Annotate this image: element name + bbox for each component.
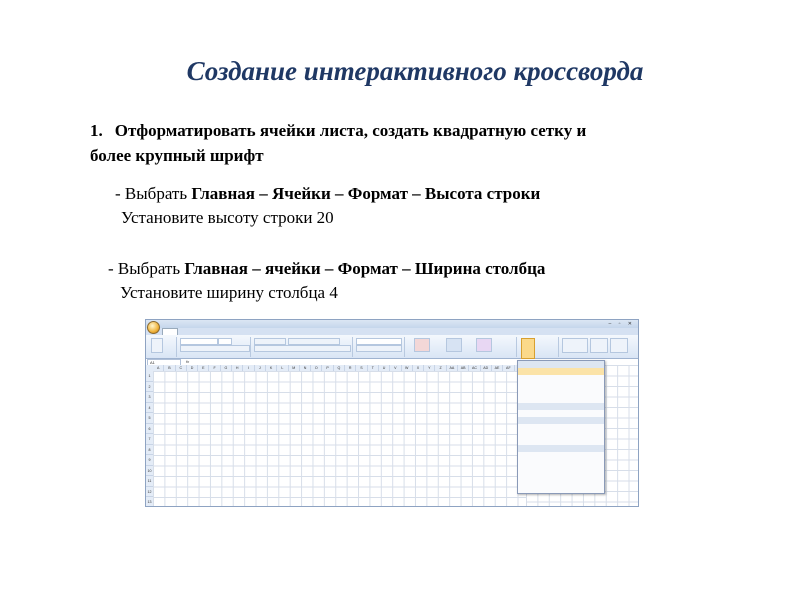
column-header: Q — [334, 365, 345, 371]
font-select — [180, 338, 218, 345]
column-header: M — [289, 365, 300, 371]
column-header: C — [176, 365, 187, 371]
menu-item-default-width — [518, 396, 604, 403]
column-header: G — [221, 365, 232, 371]
instruction-row-height — [115, 182, 540, 230]
instruction-text: Установите ширину столбца 4 — [120, 283, 338, 302]
menu-item-rename-sheet — [518, 424, 604, 431]
column-header: F — [209, 365, 220, 371]
column-header: Z — [435, 365, 446, 371]
row-header: 3 — [146, 392, 153, 403]
column-header: D — [187, 365, 198, 371]
tab-insert — [188, 328, 194, 335]
ribbon-group-alignment — [252, 337, 353, 357]
row-header: 5 — [146, 413, 153, 424]
tab-view — [270, 328, 273, 335]
tab-data — [238, 328, 242, 335]
menu-section-header — [518, 403, 604, 410]
cells — [153, 371, 526, 506]
conditional-formatting-icon — [414, 338, 430, 352]
row-header: 8 — [146, 445, 153, 456]
column-header: AF — [503, 365, 514, 371]
row-header: 4 — [146, 403, 153, 414]
cell-styles-icon — [476, 338, 492, 352]
ribbon-tabs — [146, 328, 638, 335]
format-as-table-icon — [446, 338, 462, 352]
ribbon-group-number — [354, 337, 405, 357]
instruction-column-width — [108, 257, 545, 305]
menu-item-tab-color — [518, 438, 604, 445]
column-header: O — [311, 365, 322, 371]
tab-review — [252, 328, 260, 335]
step-text-line2: более крупный шрифт — [90, 146, 264, 165]
row-header: 13 — [146, 497, 153, 507]
font-size-select — [218, 338, 232, 345]
menu-item-lock-cell — [518, 459, 604, 466]
column-header: L — [277, 365, 288, 371]
ribbon — [146, 335, 638, 359]
column-header: J — [255, 365, 266, 371]
find-select-icon — [610, 338, 628, 353]
ribbon-group-editing — [560, 337, 636, 357]
number-buttons — [356, 345, 402, 352]
tab-formulas — [222, 328, 228, 335]
menu-item-hide-unhide — [518, 410, 604, 417]
number-format-select — [356, 338, 402, 345]
row-header: 10 — [146, 466, 153, 477]
column-header: W — [402, 365, 413, 371]
column-header: X — [413, 365, 424, 371]
instruction-text: Установите высоту строки 20 — [121, 208, 334, 227]
column-header: R — [345, 365, 356, 371]
column-header: U — [379, 365, 390, 371]
column-header: AB — [458, 365, 469, 371]
merge-center-button — [254, 345, 351, 352]
step-text-line1: Отформатировать ячейки листа, создать квадратную сетку и — [114, 121, 587, 140]
paste-icon — [151, 338, 163, 353]
menu-section-header — [518, 361, 604, 368]
column-header: AE — [492, 365, 503, 371]
column-header: E — [198, 365, 209, 371]
excel-screenshot — [145, 319, 639, 507]
column-header: S — [356, 365, 367, 371]
column-header: N — [300, 365, 311, 371]
column-header: B — [164, 365, 175, 371]
row-header: 9 — [146, 455, 153, 466]
format-dropdown-menu — [517, 360, 605, 494]
column-header: Y — [424, 365, 435, 371]
row-header: 7 — [146, 434, 153, 445]
row-header: 1 — [146, 371, 153, 382]
menu-section-header — [518, 417, 604, 424]
fx-label: fx — [186, 359, 190, 364]
excel-titlebar — [146, 320, 638, 328]
column-header: K — [266, 365, 277, 371]
column-header: P — [322, 365, 333, 371]
font-format-buttons — [180, 345, 250, 352]
menu-item-row-height — [518, 368, 604, 375]
menu-item-protect-sheet — [518, 452, 604, 459]
menu-path: Главная – ячейки – Формат – Ширина столбца — [184, 259, 546, 278]
column-header: T — [368, 365, 379, 371]
menu-section-header — [518, 445, 604, 452]
column-header: AA — [447, 365, 458, 371]
column-header: A — [153, 365, 164, 371]
tab-layout — [203, 328, 212, 335]
format-button — [521, 338, 535, 359]
slide-title: Создание интерактивного кроссворда — [186, 56, 644, 86]
step-1 — [90, 118, 730, 168]
office-button-icon — [147, 321, 160, 334]
ribbon-group-font — [178, 337, 251, 357]
row-header: 6 — [146, 424, 153, 435]
row-header: 2 — [146, 382, 153, 393]
sort-filter-icon — [590, 338, 608, 353]
row-header: 11 — [146, 476, 153, 487]
instruction-prefix: - Выбрать — [108, 259, 185, 278]
menu-item-move-copy — [518, 431, 604, 438]
menu-item-format-cells — [518, 466, 604, 473]
menu-item-autofit-row — [518, 375, 604, 382]
ribbon-group-clipboard — [148, 337, 177, 357]
menu-item-column-width — [518, 382, 604, 389]
wrap-text-button — [288, 338, 340, 345]
column-header: V — [390, 365, 401, 371]
column-header: H — [232, 365, 243, 371]
align-buttons — [254, 338, 286, 345]
ribbon-group-styles — [406, 337, 517, 357]
instruction-prefix: - Выбрать — [115, 184, 192, 203]
row-header: 12 — [146, 487, 153, 498]
column-header: I — [243, 365, 254, 371]
name-box: A1 — [147, 359, 181, 366]
column-header: AC — [469, 365, 480, 371]
window-controls: – ▫ ✕ — [608, 321, 635, 327]
column-header: AD — [481, 365, 492, 371]
step-number: 1. — [90, 121, 103, 140]
menu-path: Главная – Ячейки – Формат – Высота строки — [191, 184, 541, 203]
autosum-icon — [562, 338, 588, 353]
menu-item-autofit-column — [518, 389, 604, 396]
tab-home — [162, 328, 178, 335]
worksheet-grid — [146, 365, 526, 506]
